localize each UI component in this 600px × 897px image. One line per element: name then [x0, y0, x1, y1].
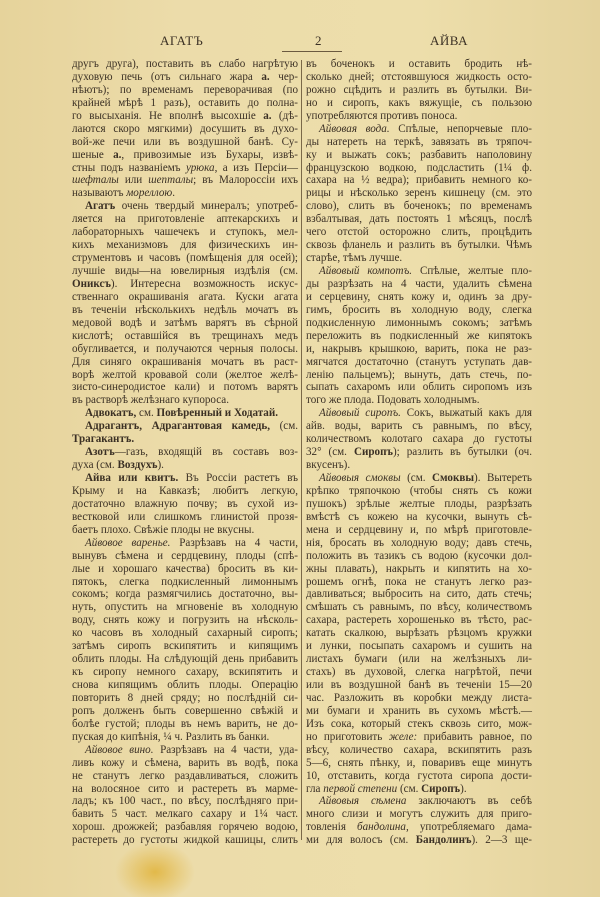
text-run: крѣпко тряпочкою (чтобы снять съ кожи	[306, 484, 532, 497]
text-run: духовую печь (отъ сильнаго жара	[72, 70, 262, 83]
text-line	[306, 783, 532, 796]
text-run: Сокъ, выжатый какъ для	[400, 407, 532, 420]
text-line	[306, 446, 532, 459]
text-run: мягчатся достаточно (станутъ уступать дав-	[306, 355, 532, 368]
text-run: французскою водкою, подсластить (1¼ ф.	[306, 161, 532, 174]
text-line	[72, 356, 298, 369]
text-run: обугливается, и получаются черныя полосы.	[72, 342, 298, 355]
text-run: Спѣлые, непорчевые пло-	[389, 122, 532, 135]
text-line	[72, 304, 298, 317]
text-run: заключаютъ въ себѣ	[406, 795, 532, 808]
text-run: ). Интересна возможность искус-	[110, 277, 298, 290]
text-run: пуская до кипѣнія, ¼ ч. Разлить въ банки.	[72, 730, 270, 743]
text-line	[72, 770, 298, 783]
text-run: ); разлить въ бутылки (оч.	[392, 446, 532, 459]
text-line	[306, 394, 532, 407]
text-line	[72, 213, 298, 226]
text-line	[306, 291, 532, 304]
text-line	[72, 407, 298, 420]
text-run: кислотѣ; оставшійся въ трещинахъ медъ	[72, 329, 298, 342]
text-run: ворѣ желтой кровавой соли (желтое желѣ-	[72, 368, 298, 381]
italic-term: Айвовая вода.	[319, 122, 390, 135]
text-line	[306, 317, 532, 330]
italic-term: Айвовыя смоквы	[319, 472, 401, 484]
text-run: лабораторныхъ чашечекъ и ступокъ, мел-	[72, 226, 298, 239]
text-line	[72, 459, 298, 472]
italic-term: шефталы	[72, 174, 119, 187]
text-run: ). Вытереть	[474, 472, 532, 484]
text-line	[306, 666, 532, 679]
text-run: Разрѣзавъ на 4 части,	[170, 536, 298, 549]
text-run: много слизи и могутъ служить для приго-	[306, 808, 532, 821]
text-line	[306, 174, 532, 187]
text-run: повторить 8 дней сряду; но послѣдній си-	[72, 691, 298, 704]
text-line	[306, 705, 532, 718]
text-run: струментовъ и часовъ (помѣщенія для осей);	[72, 252, 298, 265]
text-line	[72, 162, 298, 175]
text-run: на волосяное сито и растереть въ марме-	[72, 782, 298, 795]
text-line	[72, 757, 298, 770]
text-run: рицы и нѣсколько зеренъ кишнецу (см. это	[306, 187, 532, 200]
text-run: смѣшать съ равнымъ, по вѣсу, количествомъ	[306, 601, 532, 614]
text-line	[72, 550, 298, 563]
text-line	[72, 666, 298, 679]
text-line	[306, 588, 532, 601]
text-line	[306, 770, 532, 783]
text-line	[72, 640, 298, 653]
text-run: пушокъ) зрѣлые желтые плоды, разрѣзать	[306, 497, 532, 510]
text-run: лучшіе виды—на ювелирныя издѣлія (см.	[72, 265, 298, 277]
text-run: хорош. дрожжей; разбавляя горячею водою,	[72, 821, 298, 834]
text-line	[306, 679, 532, 692]
text-line	[306, 149, 532, 162]
text-line	[306, 123, 532, 136]
text-run: нуть, опустить на мгновеніе въ холодную	[72, 601, 298, 614]
text-run: го высыханія. Не вполнѣ высохшіе	[72, 109, 264, 122]
text-run: переложить въ подкисленный же кипятокъ	[306, 329, 532, 342]
text-line	[72, 705, 298, 718]
text-run: въ растворѣ желѣзнаго купороса.	[72, 394, 229, 407]
italic-term: бандолина,	[357, 821, 409, 834]
text-line	[72, 498, 298, 511]
bold-term: Смоквы	[432, 472, 475, 484]
bold-term: Сиропъ	[421, 782, 461, 795]
text-line	[72, 381, 298, 394]
running-header-right: АЙВА	[430, 33, 469, 48]
text-run: (см.	[400, 472, 432, 484]
text-run: и серцевину, снять кожу и, одинъ за дру-	[306, 290, 532, 303]
text-line	[72, 472, 298, 485]
text-line	[72, 692, 298, 705]
text-line	[306, 821, 532, 834]
text-run: крайней мѣрѣ 1 разъ), оставить до полна-	[72, 96, 298, 109]
running-header-left: АГАТЪ	[160, 33, 204, 48]
left-text-column	[72, 58, 298, 847]
text-line	[306, 278, 532, 291]
text-run: стахъ) въ духовой, слегка нагрѣтой, печи	[306, 666, 532, 679]
text-run: бавить 5 част. мелкаго сахару и 1¼ част.	[72, 808, 298, 821]
text-run: ко часовъ въ холодный сахарный сиропъ;	[72, 627, 298, 640]
bold-term: Бандолинъ	[415, 834, 472, 847]
text-run: ку и выжать сокъ; разбавить наполовину	[306, 148, 532, 161]
text-run: Разрѣзавъ на 4 части, уда-	[153, 743, 299, 756]
text-run: 10, отставить, когда густота сиропа дости-	[306, 769, 532, 782]
text-run: растереть до густоты жидкой кашицы, слить	[72, 834, 298, 847]
page-number-underline	[282, 51, 342, 52]
bold-term: а.	[113, 148, 122, 161]
text-run: сахара, растереть хорошенько въ тѣсто, рас-	[306, 614, 532, 627]
text-run: старѣе, тѣмъ лучше.	[306, 252, 403, 265]
text-line	[306, 498, 532, 511]
text-line	[306, 58, 532, 71]
text-run: , привозимые изъ Бухары, извѣ-	[121, 148, 298, 161]
text-line	[72, 808, 298, 821]
bold-term: Азотъ	[85, 446, 115, 459]
text-line	[72, 588, 298, 601]
text-run: ляется на приготовленіе аптекарскихъ и	[72, 213, 298, 226]
text-run: или	[118, 174, 149, 187]
text-run: Крыму и на Кавказѣ; любитъ легкую,	[72, 484, 298, 497]
text-line	[72, 627, 298, 640]
text-run: или въ воздушной банѣ въ теченіи 15—20	[306, 679, 532, 691]
text-line	[306, 718, 532, 731]
bold-term: Ониксъ	[72, 277, 111, 290]
italic-term: Айвовыя сѣмена	[319, 795, 407, 808]
text-run: сквозь фланель и разлить въ бутылки. Чѣмъ	[306, 239, 532, 252]
bold-term: Адрагантъ, Адрагантовая камедь,	[85, 420, 270, 433]
text-line	[72, 278, 298, 291]
text-run: ды натереть на теркѣ, завязать въ тряпоч-	[306, 135, 532, 148]
text-line	[306, 200, 532, 213]
text-line	[306, 653, 532, 666]
text-run: болѣе густой; плоды въ немъ варить, не до-	[72, 717, 298, 730]
text-run: ми бумаги и хранить въ сухомъ мѣстѣ.—	[306, 704, 532, 717]
text-line	[306, 369, 532, 382]
text-run: лаются скоро мягкими) досушить въ духо-	[72, 122, 298, 135]
bold-term: Воздухъ	[117, 459, 158, 472]
text-run: Изъ сока, который стекъ сквозь сито, мож-	[306, 717, 532, 730]
text-line	[72, 265, 298, 278]
text-line	[72, 394, 298, 407]
text-run: и лунки, посыпать сахаромъ и сушить на	[306, 640, 532, 653]
text-run: (см.	[397, 782, 422, 795]
text-line	[72, 97, 298, 110]
bold-term: Агатъ	[85, 200, 116, 213]
text-line	[72, 149, 298, 162]
text-line	[72, 783, 298, 796]
text-line	[72, 731, 298, 744]
text-line	[306, 614, 532, 627]
text-run: см.	[136, 407, 157, 420]
text-line	[306, 744, 532, 757]
bold-term: Сиропъ	[353, 446, 393, 459]
text-line	[306, 110, 532, 123]
text-line	[72, 485, 298, 498]
text-line	[306, 187, 532, 200]
text-run: въ боченокъ и оставить бродить нѣ-	[306, 58, 532, 70]
text-run: слово), слить въ боченокъ; по временамъ	[306, 200, 532, 213]
italic-term: Айвовый компотъ.	[319, 265, 413, 277]
text-run: пятокъ, слегка подкисленный лимоннымъ	[72, 575, 298, 588]
text-line	[72, 718, 298, 731]
text-run: сыпать сахаромъ или облить сиропомъ изъ	[306, 381, 532, 394]
text-line	[306, 576, 532, 589]
text-line	[306, 226, 532, 239]
text-line	[72, 187, 298, 200]
text-run: .	[172, 187, 175, 200]
text-run: ропъ долженъ быть совершенно свѣжій и	[72, 704, 298, 717]
text-run: духа (см.	[72, 459, 118, 472]
text-run: вой-же печи или въ воздушной банѣ. Су-	[72, 135, 298, 148]
text-line	[306, 731, 532, 744]
text-run: достаточно влажную почву; въ сухой из-	[72, 497, 298, 510]
text-line	[72, 110, 298, 123]
text-run: час. Разложить въ коробки между листа-	[306, 691, 532, 704]
text-line	[306, 239, 532, 252]
text-line	[72, 563, 298, 576]
text-line	[72, 58, 298, 71]
text-run: ленію пальцемъ); вынуть, дать стечь, по-	[306, 368, 532, 381]
text-line	[306, 420, 532, 433]
text-run: медовой водѣ и затѣмъ варятъ въ сѣрной	[72, 316, 298, 329]
text-run: къ сиропу немного сахару, вскипятить и	[72, 666, 298, 679]
text-line	[72, 369, 298, 382]
text-line	[72, 291, 298, 304]
text-line	[306, 485, 532, 498]
text-line	[306, 563, 532, 576]
text-run: 5—6, снять пѣнку, и, поваривъ еще минутъ	[306, 756, 532, 769]
text-run: не станутъ легко раздавливаться, сложить	[72, 769, 298, 782]
text-line	[306, 808, 532, 821]
text-run: Для синяго окрашиванія мочатъ въ раст-	[72, 355, 298, 368]
text-run: взбалтывая, дать постоять 1 мѣсяцъ, послѣ	[306, 213, 532, 226]
text-line	[306, 601, 532, 614]
text-run: гимъ, бросить въ холодную воду, слегка	[306, 303, 532, 316]
italic-term: мореллою	[126, 187, 173, 200]
text-line	[306, 795, 532, 808]
text-run: вестковой или слишкомъ глинистой прозя-	[72, 510, 298, 523]
text-line	[306, 834, 532, 847]
bold-term: Адвокатъ,	[85, 407, 137, 420]
text-run: кихъ механизмовъ для физическихъ ин-	[72, 239, 298, 252]
bold-term: Повѣренный и Ходатай.	[156, 407, 279, 420]
text-run: лые и хорошаго качества) бросить въ ки-	[72, 562, 298, 575]
text-line	[306, 627, 532, 640]
text-run: но и сиропъ, какъ вяжущіе, съ пользою	[306, 96, 532, 109]
text-line	[306, 472, 532, 485]
text-line	[72, 524, 298, 537]
text-run: сахара на ½ ведра); прибавить немного ко-	[306, 174, 532, 187]
text-run: очень твердый минералъ; употреб-	[115, 200, 298, 213]
text-run: вмѣстѣ съ кожею на кусочки, вынуть сѣ-	[306, 510, 532, 523]
italic-term: шепталы	[148, 174, 194, 187]
text-run: товленія	[306, 821, 358, 834]
text-run: Спѣлые, желтые пло-	[412, 265, 532, 277]
text-run: баетъ плохо. Свѣжіе плоды не вкусны.	[72, 523, 255, 536]
text-line	[72, 834, 298, 847]
text-line	[306, 524, 532, 537]
text-run: облить плоды. На слѣдующій день прибавить	[72, 653, 298, 666]
text-run: чер-	[269, 70, 298, 83]
text-line	[72, 795, 298, 808]
text-run: ственнаго окрашиванія агата. Куски агата	[72, 290, 298, 303]
text-line	[72, 317, 298, 330]
text-run: Въ Россіи растетъ въ	[178, 472, 298, 484]
text-line	[72, 601, 298, 614]
text-run: вѣсу, количество сахара, вскипятить разъ	[306, 743, 532, 756]
text-line	[72, 433, 298, 446]
text-line	[306, 136, 532, 149]
text-run: катать скалкою, вырѣзать рѣзцомъ кружки	[306, 627, 532, 640]
text-line	[306, 97, 532, 110]
text-run: сколько дней; отстоявшуюся жидкость осто-	[306, 70, 532, 83]
text-line	[306, 640, 532, 653]
text-run: ми для волосъ (см.	[306, 834, 416, 847]
text-run: айв. воды, варить съ равнымъ, по вѣсу,	[306, 420, 532, 433]
text-line	[72, 239, 298, 252]
text-line	[306, 356, 532, 369]
column-divider	[301, 60, 302, 840]
text-run: давливаться; выбросить на сито, дать стечь;	[306, 588, 532, 601]
text-run: шеные	[72, 148, 114, 161]
text-run: вынувъ сѣмена и сердцевину, плоды (спѣ-	[72, 549, 298, 562]
text-run: подкисленную лимоннымъ сокомъ; затѣмъ	[306, 316, 532, 329]
text-line	[306, 265, 532, 278]
text-run: ).	[460, 782, 467, 795]
text-run: и, накрывъ крышкою, варить, пока не раз-	[306, 342, 532, 355]
text-line	[306, 511, 532, 524]
text-run: въ теченіи нѣсколькихъ недѣль мочатъ въ	[72, 303, 298, 316]
text-run: листахъ бумаги (или на желѣзныхъ ли-	[306, 653, 532, 666]
text-run: ). 2—3 ще-	[471, 834, 532, 847]
text-run: положить въ тазикъ съ водою (кусочки дол-	[306, 549, 532, 562]
italic-term: желе:	[388, 730, 418, 743]
text-line	[72, 330, 298, 343]
text-line	[306, 162, 532, 175]
text-run: называютъ	[72, 187, 127, 200]
text-line	[306, 304, 532, 317]
text-run: , а изъ Персіи—	[214, 161, 298, 174]
text-run: мена и сердцевину и, по мѣрѣ приготовле-	[306, 523, 532, 536]
text-line	[306, 252, 532, 265]
text-line	[72, 537, 298, 550]
text-run: воду, снять кожу и погрузить на нѣсколь-	[72, 614, 298, 627]
text-line	[72, 200, 298, 213]
bold-term: а.	[261, 70, 270, 83]
text-line	[306, 330, 532, 343]
bold-term: Айва или квитъ.	[85, 472, 179, 484]
text-run: нія, бросать въ холодную воду; давъ стечь,	[306, 536, 532, 549]
text-run: стны подъ названіемъ	[72, 161, 186, 174]
text-run: 32° (см.	[306, 446, 354, 459]
text-run: сокомъ; когда размягчились достаточно, вы-	[72, 588, 298, 601]
text-run: ды разрѣзать на 4 части, удалить сѣмена	[306, 277, 532, 290]
text-line	[72, 576, 298, 589]
right-text-column	[306, 58, 532, 847]
text-line	[72, 252, 298, 265]
text-run: ).	[157, 459, 164, 472]
text-run: употребляются противъ поноса.	[306, 109, 458, 122]
italic-term: Айвовое вино.	[85, 743, 154, 756]
text-run: употребляемаго дама-	[408, 821, 533, 834]
text-line	[72, 446, 298, 459]
text-run: снова кипящимъ облить плоды. Операцію	[72, 679, 298, 691]
text-line	[72, 614, 298, 627]
text-run: вкусенъ).	[306, 459, 351, 472]
text-line	[306, 71, 532, 84]
text-run: другъ друга), поставить въ слабо нагрѣтую	[72, 58, 298, 70]
text-line	[72, 653, 298, 666]
text-run: ладъ; къ 100 част., по вѣсу, послѣдняго при-	[72, 795, 298, 808]
text-line	[306, 757, 532, 770]
text-line	[72, 71, 298, 84]
text-line	[306, 537, 532, 550]
text-run: зисто-синеродистое кали) и потомъ варятъ	[72, 381, 298, 394]
text-line	[72, 744, 298, 757]
text-line	[306, 213, 532, 226]
text-line	[72, 420, 298, 433]
text-line	[306, 433, 532, 446]
text-run: ливъ кожу и сѣмена, варить въ водѣ, пока	[72, 756, 298, 769]
italic-term: урюка	[185, 161, 215, 174]
italic-term: первой степени	[323, 782, 398, 795]
text-run: но приготовить	[306, 730, 389, 743]
text-run: ; въ Малороссіи ихъ	[193, 174, 298, 187]
text-run: —газъ, входящій въ составъ воз-	[114, 446, 298, 459]
text-line	[306, 381, 532, 394]
bold-term: Трагакантъ.	[72, 433, 135, 446]
text-line	[72, 123, 298, 136]
text-run: нѣютъ); по временамъ переворачивая (по	[72, 83, 298, 96]
text-run: (дѣ-	[271, 109, 298, 122]
text-run: рожно сцѣдить и разлить въ бутылки. Ви-	[306, 83, 532, 96]
text-run: чего отстой осторожно слить, процѣдить	[306, 226, 532, 239]
text-run: того же плода. Подовать холоднымъ.	[306, 394, 480, 407]
text-line	[72, 226, 298, 239]
text-line	[306, 692, 532, 705]
text-line	[306, 550, 532, 563]
text-run: (см.	[270, 420, 299, 433]
text-line	[72, 343, 298, 356]
text-run: количествомъ колотаго сахара до густоты	[306, 433, 532, 446]
text-run: гла	[306, 782, 324, 795]
italic-term: Айвовое варенье.	[85, 536, 171, 549]
page-number: 2	[315, 33, 322, 48]
text-line	[72, 511, 298, 524]
text-run: жны плавать), накрыть и кипятить на хо-	[306, 562, 532, 575]
text-line	[72, 679, 298, 692]
text-line	[306, 84, 532, 97]
text-line	[306, 459, 532, 472]
text-line	[72, 821, 298, 834]
text-run: рошемъ огнѣ, пока не станутъ легко раз-	[306, 575, 532, 588]
text-line	[72, 174, 298, 187]
text-line	[306, 343, 532, 356]
text-line	[306, 407, 532, 420]
text-run: затѣмъ сиропъ вскипятить и кипящимъ	[72, 640, 298, 653]
bold-term: а.	[263, 109, 272, 122]
text-line	[72, 84, 298, 97]
text-run: прибавить равное, по	[417, 730, 532, 743]
text-line	[72, 136, 298, 149]
italic-term: Айвовый сиропъ.	[319, 407, 401, 420]
